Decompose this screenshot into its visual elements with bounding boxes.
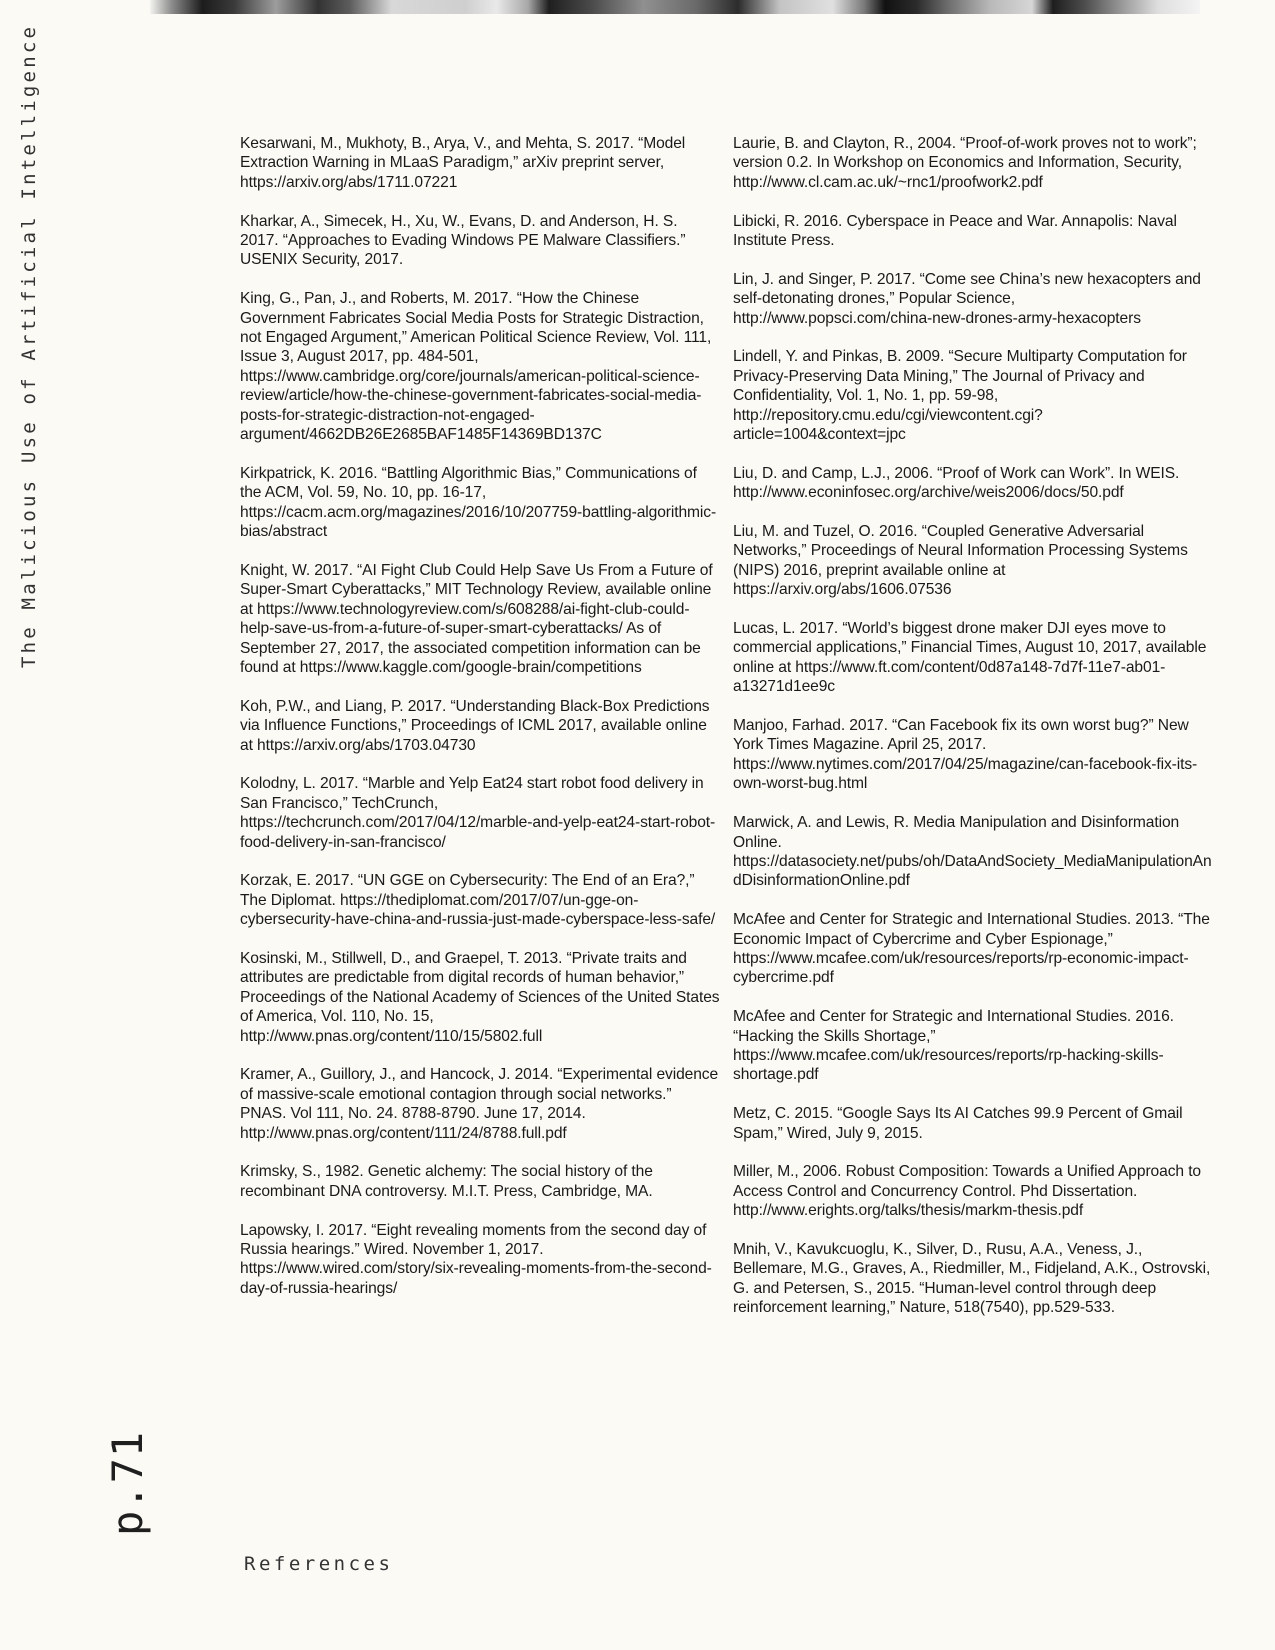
reference-entry: Kosinski, M., Stillwell, D., and Graepel, T. 2013. “Private traits and attributes are predictable from digital records of human behavior,” Proceedings of the National Academy of Sciences of the United States of America, Vol. 110, No. 15, http://www.pnas.org/content/110/15/5802.full bbox=[240, 949, 720, 1045]
reference-entry: Lindell, Y. and Pinkas, B. 2009. “Secure Multiparty Computation for Privacy-Preserving Data Mining,” The Journal of Privacy and Confidentiality, Vol. 1, No. 1, pp. 59-98, http://repository.cmu.edu/cgi/viewcontent.cgi?article=1004&context=jpc bbox=[733, 348, 1187, 444]
reference-entry: Lucas, L. 2017. “World’s biggest drone maker DJI eyes move to commercial applications,” Financial Times, August 10, 2017, available online at https://www.ft.com/content/0d87a148-7d7f-11e7-ab01-a13271d1ee9c bbox=[733, 620, 1207, 696]
decorative-gradient-bar bbox=[150, 0, 1200, 14]
reference-entry: Knight, W. 2017. “AI Fight Club Could Help Save Us From a Future of Super-Smart Cyberattacks,” MIT Technology Review, available online at https://www.technologyreview.com/s/608288/ai-fight-club-could-help-save-us-from-a-future-of-super-smart-cyberattacks/ As of September 27, 2017, the associated competition information can be found at https://www.kaggle.com/google-brain/competitions bbox=[240, 561, 713, 676]
reference-entry: McAfee and Center for Strategic and International Studies. 2013. “The Economic Impact of Cybercrime and Cyber Espionage,” https://www.mcafee.com/uk/resources/reports/rp-economic-impact-cybercrime.pdf bbox=[733, 911, 1210, 987]
reference-entry: Liu, M. and Tuzel, O. 2016. “Coupled Generative Adversarial Networks,” Proceedings of Neural Information Processing Systems (NIPS) 2016, preprint available online at https://arxiv.org/abs/1606.07536 bbox=[733, 523, 1188, 599]
reference-entry: Lin, J. and Singer, P. 2017. “Come see China’s new hexacopters and self-detonating drones,” Popular Science, http://www.popsci.com/china-new-drones-army-hexacopters bbox=[733, 270, 1201, 327]
reference-entry: Liu, D. and Camp, L.J., 2006. “Proof of Work can Work”. In WEIS. http://www.econinfosec.org/archive/weis2006/docs/50.pdf bbox=[733, 464, 1180, 502]
reference-entry: Laurie, B. and Clayton, R., 2004. “Proof-of-work proves not to work”; version 0.2. In Workshop on Economics and Information, Security, http://www.cl.cam.ac.uk/~rnc1/proofwork2.pdf bbox=[733, 135, 1197, 191]
reference-entry: McAfee and Center for Strategic and International Studies. 2016. “Hacking the Skills Shortage,” https://www.mcafee.com/uk/resources/reports/rp-hacking-skills-shortage.pdf bbox=[733, 1008, 1174, 1084]
reference-entry: Marwick, A. and Lewis, R. Media Manipulation and Disinformation Online. https://datasociety.net/pubs/oh/DataAndSociety_MediaManipulationAndDisinformationOnline.pdf bbox=[733, 814, 1212, 890]
reference-entry: Mnih, V., Kavukcuoglu, K., Silver, D., Rusu, A.A., Veness, J., Bellemare, M.G., Graves, A., Riedmiller, M., Fidjeland, A.K., Ostrovski, G. and Petersen, S., 2015. “Human-level control through deep reinforcement learning,” Nature, 518(7540), pp.529-533. bbox=[733, 1240, 1211, 1317]
reference-entry: Kramer, A., Guillory, J., and Hancock, J. 2014. “Experimental evidence of massive-scale emotional contagion through social networks.” PNAS. Vol 111, No. 24. 8788-8790. June 17, 2014. http://www.pnas.org/content/111/24/8788.full.pdf bbox=[240, 1066, 719, 1142]
references-column-left bbox=[240, 134, 720, 1318]
references-column-right bbox=[733, 134, 1213, 1337]
reference-entry: Kolodny, L. 2017. “Marble and Yelp Eat24 start robot food delivery in San Francisco,” TechCrunch, https://techcrunch.com/2017/04/12/marble-and-yelp-eat24-start-robot-food-delivery-in-san-francisco/ bbox=[240, 775, 716, 851]
reference-entry: King, G., Pan, J., and Roberts, M. 2017. “How the Chinese Government Fabricates Social Media Posts for Strategic Distraction, not Engaged Argument,” American Political Science Review, Vol. 111, Issue 3, August 2017, pp. 484-501, https://www.cambridge.org/core/journals/american-political-science-review/article/how-the-chinese-government-fabricates-social-media-posts-for-strategic-distraction-not-engaged-argument/4662DB26E2685BAF1485F14369BD137C bbox=[240, 290, 712, 444]
reference-entry: Kharkar, A., Simecek, H., Xu, W., Evans, D. and Anderson, H. S. 2017. “Approaches to Evading Windows PE Malware Classifiers.” USENIX Security, 2017. bbox=[240, 212, 686, 269]
reference-entry: Kirkpatrick, K. 2016. “Battling Algorithmic Bias,” Communications of the ACM, Vol. 59, No. 10, pp. 16-17, https://cacm.acm.org/magazines/2016/10/207759-battling-algorithmic-bias/abstract bbox=[240, 464, 717, 541]
reference-entry: Krimsky, S., 1982. Genetic alchemy: The social history of the recombinant DNA controversy. M.I.T. Press, Cambridge, MA. bbox=[240, 1163, 653, 1200]
reference-entry: Koh, P.W., and Liang, P. 2017. “Understanding Black-Box Predictions via Influence Functions,” Proceedings of ICML 2017, available online at https://arxiv.org/abs/1703.04730 bbox=[240, 697, 710, 754]
document-title: The Malicious Use of Artificial Intelligence bbox=[18, 23, 40, 668]
reference-entry: Miller, M., 2006. Robust Composition: Towards a Unified Approach to Access Control and Concurrency Control. Phd Dissertation. http://www.erights.org/talks/thesis/markm-thesis.pdf bbox=[733, 1163, 1201, 1220]
page-number: p.71 bbox=[103, 1430, 152, 1536]
reference-entry: Korzak, E. 2017. “UN GGE on Cybersecurity: The End of an Era?,” The Diplomat. https://thediplomat.com/2017/07/un-gge-on-cybersecurity-have-china-and-russia-just-made-cyberspace-less-safe/ bbox=[240, 872, 716, 929]
reference-entry: Kesarwani, M., Mukhoty, B., Arya, V., and Mehta, S. 2017. “Model Extraction Warning in MLaaS Paradigm,” arXiv preprint server, https://arxiv.org/abs/1711.07221 bbox=[240, 135, 686, 191]
reference-entry: Manjoo, Farhad. 2017. “Can Facebook fix its own worst bug?” New York Times Magazine. April 25, 2017. https://www.nytimes.com/2017/04/25/magazine/can-facebook-fix-its-own-worst-bug.html bbox=[733, 717, 1198, 793]
section-label: References bbox=[244, 1553, 394, 1575]
reference-entry: Libicki, R. 2016. Cyberspace in Peace and War. Annapolis: Naval Institute Press. bbox=[733, 212, 1177, 250]
reference-entry: Lapowsky, I. 2017. “Eight revealing moments from the second day of Russia hearings.” Wired. November 1, 2017. https://www.wired.com/story/six-revealing-moments-from-the-second-day-of-russia-hearings/ bbox=[240, 1221, 712, 1297]
reference-entry: Metz, C. 2015. “Google Says Its AI Catches 99.9 Percent of Gmail Spam,” Wired, July 9, 2015. bbox=[733, 1105, 1183, 1142]
